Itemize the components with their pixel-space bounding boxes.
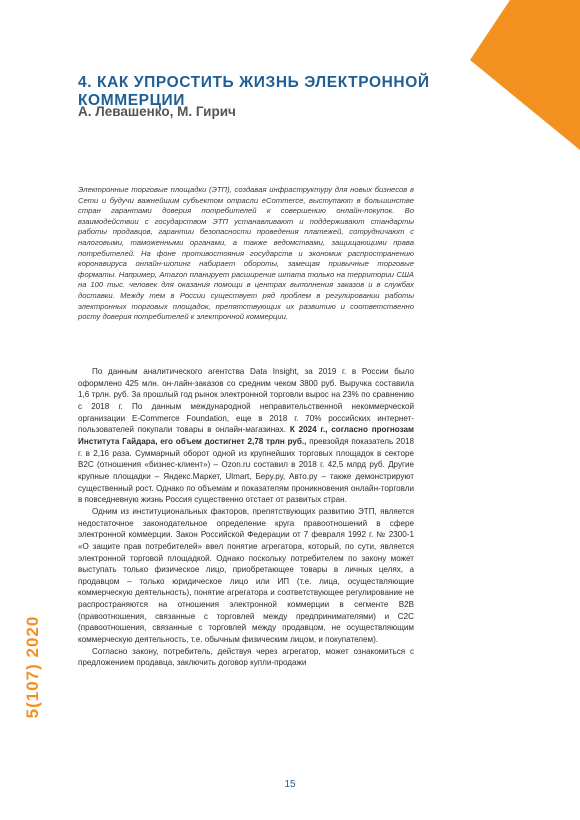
article-body <box>78 366 414 669</box>
body-paragraph-3: Согласно закону, потребитель, действуя через агрегатор, может ознакомиться с предложением продавца, заключить договор купли-продажи <box>78 646 414 668</box>
body-paragraph-1-end: превзойдя показатель 2018 г. в 2,16 раза. Суммарный оборот одной из крупнейших торговых площадок в секторе B2C (отношения «бизнес-клиент») – Ozon.ru составил в 2018 г. 42,5 млрд руб. Другие крупные площадки – Яндекс.Маркет, Ulmart, Беру.ру, Авто.ру – также демонстрируют существенный рост. Однако по объемам и показателям проникновения онлайн-торговли в повседневную жизнь Россия существенно отстает от развитых стран. <box>78 436 414 505</box>
article-title: 4. КАК УПРОСТИТЬ ЖИЗНЬ ЭЛЕКТРОННОЙ КОММЕРЦИИ <box>78 74 430 109</box>
article-abstract: Электронные торговые площадки (ЭТП), создавая инфраструктуру для новых бизнесов в Сети и будучи важнейшим субъектом отрасли eCommerce, выступают в большинстве стран гарантами доверия потребителей к совершению онлайн-покупок. Во взаимодействии с государством ЭТП устанавливают и поддерживают стандарты работы продавцов, гарантии безопасности проведения платежей, сотрудничают с налоговыми, таможенными органами, а также ведомствами, защищающими права потребителей. На фоне противостояния государств и экономик распространению коронавируса онлайн-шопинг набирает обороты, замещая привычные торговые форматы. Например, Amazon планирует расширение штата только на территории США на 100 тыс. человек для оказания помощи в центрах выполнения заказов и в службах доставки. Между тем в России существует ряд проблем в регулировании работы электронных торговых площадок, препятствующих их развитию и соответственно росту доверия потребителей к электронной коммерции. <box>78 185 414 322</box>
issue-label-text: 5(107) 2020 <box>23 615 42 719</box>
body-paragraph-2: Одним из институциональных факторов, препятствующих развитию ЭТП, является недостаточное законодательное определение круга правоотношений в сфере электронной коммерции. Закон Российской Федерации от 7 февраля 1992 г. № 2300-1 «О защите прав потребителей» ввел понятие агрегатора, который, по сути, является электронной торговой площадкой. Однако поскольку потребителем по закону может выступать только физическое лицо, приобретающее товары в личных целях, а продавцом – только юридическое лицо или ИП (т.е. лица, осуществляющие коммерческую деятельность), понятие агрегатора и соответствующее регулирование не распространяются на отношения электронной коммерции в сегменте B2B (правоотношения, связанные с торговлей между предпринимателями) и C2C (правоотношения, связанные с торговлей между продавцом, не осуществляющим коммерческую деятельность, т.е. обычным физическим лицом, и покупателем). <box>78 506 414 645</box>
body-paragraph-1 <box>78 366 414 506</box>
body-paragraph-1-highlight: К 2024 г., согласно прогнозам Института Гайдара, его объем достигнет 2,78 трлн руб., <box>78 425 415 446</box>
body-paragraph-1-start: По данным аналитического агентства Data Insight, за 2019 г. в России было оформлено 425 млн. он-лайн-заказов со средним чеком 3800 руб. Выручка составила 1,6 трлн. руб. За прошлый год рынок электронной торговли вырос на 23% по сравнению с 2018 г. По данным международной неправительственной некоммерческой организации E-Commerce Foundation, еще в 2018 г. 70% российских интернет-пользователей покупали товары в онлайн-магазинах. <box>78 367 414 435</box>
article-authors: А. Левашенко, М. Гирич <box>78 104 236 119</box>
issue-label-vertical <box>18 582 48 752</box>
page-number: 15 <box>284 779 296 790</box>
